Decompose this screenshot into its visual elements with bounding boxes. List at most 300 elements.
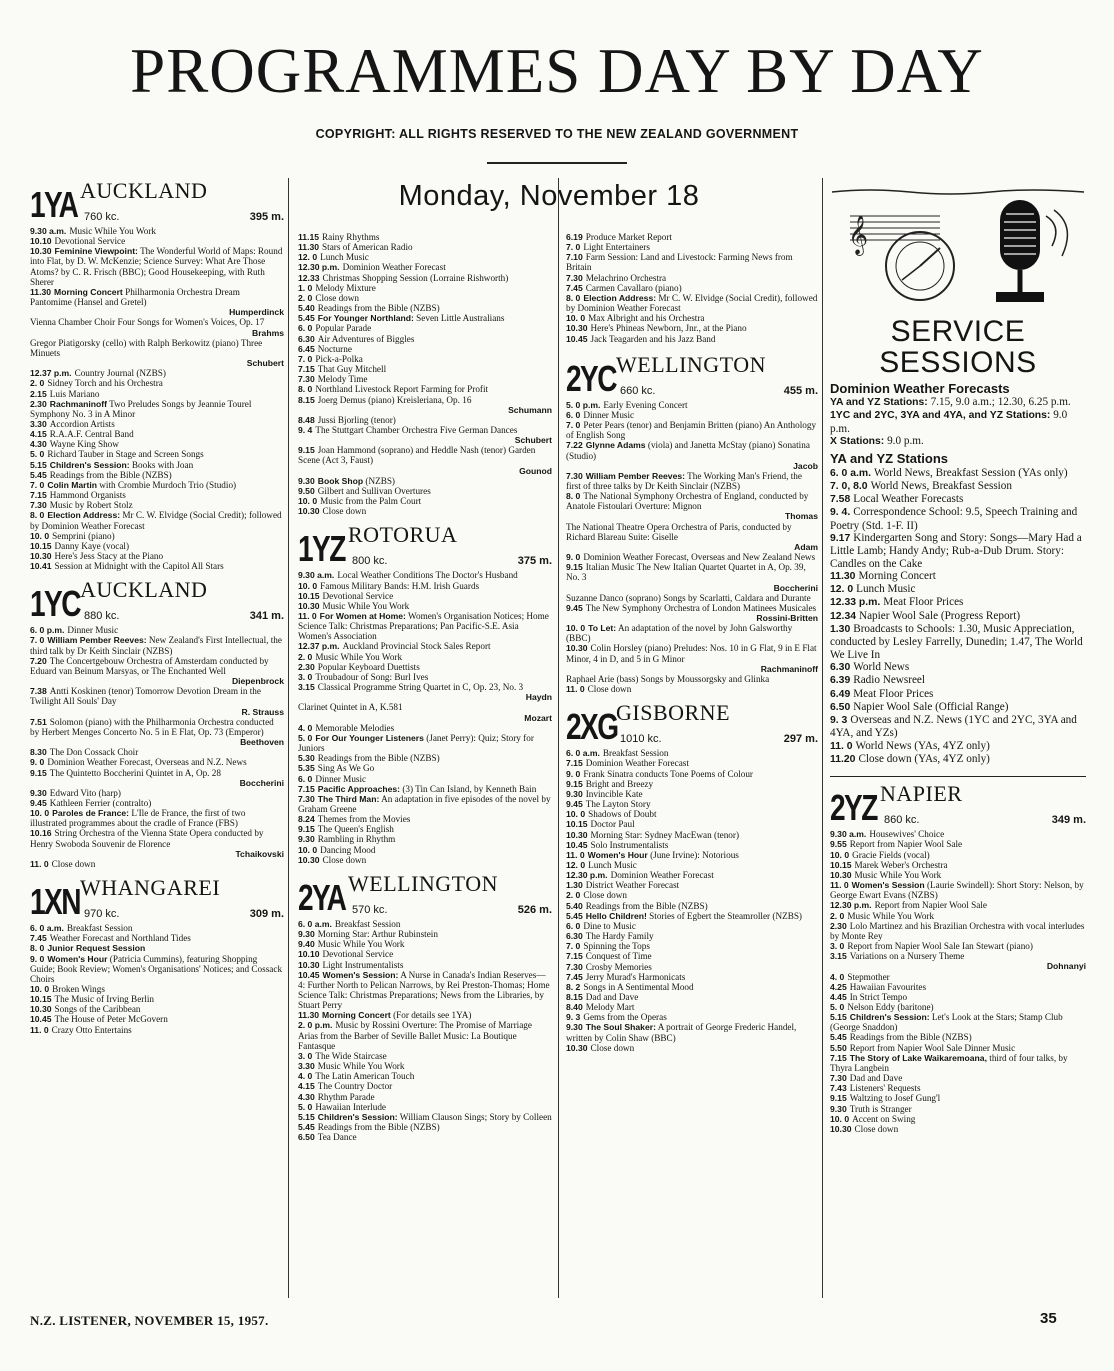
entry-time: 10.45 bbox=[566, 333, 588, 344]
entry-text: Report from Napier Wool Sale bbox=[874, 900, 987, 911]
entry-text: Local Weather Forecasts bbox=[853, 493, 964, 506]
entry-highlight: Children's Session: bbox=[49, 459, 130, 470]
programme-entry bbox=[830, 396, 1086, 409]
entry-text: Sing As We Go bbox=[317, 763, 375, 774]
programme-list-2ya-cont bbox=[566, 232, 818, 344]
programme-entry bbox=[566, 809, 818, 819]
programme-entry bbox=[566, 334, 818, 344]
entry-composer: Diepenbrock bbox=[231, 676, 284, 687]
entry-text: District Weather Forecast bbox=[585, 880, 680, 891]
entry-time: 10.30 bbox=[30, 1004, 52, 1015]
entry-text: The National Theatre Opera Orchestra of Paris, conducted by Richard Blareau Suite: Giselle bbox=[566, 521, 792, 542]
service-sessions-title-2: SESSIONS bbox=[879, 346, 1037, 379]
entry-time: 8. 0 bbox=[298, 384, 313, 395]
programme-entry bbox=[298, 845, 552, 855]
entry-text: Radio Newsreel bbox=[853, 674, 925, 687]
service-sessions-title-1: SERVICE bbox=[890, 315, 1026, 348]
entry-highlight: Morning Concert bbox=[322, 1010, 391, 1021]
programme-entry bbox=[830, 850, 1086, 860]
entry-time: 9.15 bbox=[298, 824, 315, 835]
column-rule bbox=[822, 178, 823, 1298]
entry-highlight: Pacific Approaches: bbox=[317, 783, 401, 794]
entry-text: Rhythm Parade bbox=[317, 1091, 375, 1102]
programme-entry bbox=[566, 562, 818, 582]
entry-text: Here's Phineas Newborn, Jnr., at the Piano bbox=[590, 323, 747, 334]
entry-highlight: Feminine Viewpoint: bbox=[54, 246, 138, 257]
entry-text: The Stuttgart Chamber Orchestra Five German Dances bbox=[315, 424, 518, 435]
entry-composer: Beethoven bbox=[240, 737, 284, 748]
entry-text: (June Irvine): Notorious bbox=[650, 849, 739, 860]
entry-time: 6.45 bbox=[298, 343, 315, 354]
entry-highlight: Book Shop bbox=[317, 475, 364, 486]
entry-time: 5.45 bbox=[30, 469, 47, 480]
programme-entry bbox=[30, 828, 284, 848]
programme-entry bbox=[566, 273, 818, 283]
programme-list-2yz bbox=[830, 829, 1086, 1134]
entry-text: Meat Floor Prices bbox=[853, 687, 934, 700]
entry-text: Jussi Bjorling (tenor) bbox=[317, 414, 396, 425]
programme-list-1ya bbox=[30, 226, 284, 571]
entry-text: Devotional Service bbox=[322, 949, 394, 960]
programme-entry bbox=[30, 287, 284, 307]
programme-entry bbox=[298, 395, 552, 405]
entry-text: Dinner Music bbox=[67, 625, 119, 636]
station-call: 1YZ bbox=[298, 528, 345, 570]
entry-time: 5.40 bbox=[298, 303, 315, 314]
entry-time: 7.30 bbox=[566, 272, 583, 283]
entry-text: Gems from the Operas bbox=[583, 1012, 667, 1023]
entry-time: 11.30 bbox=[298, 242, 320, 253]
entry-highlight: Women's Session: bbox=[322, 969, 399, 980]
station-header-2ya bbox=[298, 870, 552, 918]
programme-entry bbox=[566, 890, 818, 900]
entry-time: 12.30 p.m. bbox=[298, 262, 340, 273]
entry-time: 6.30 bbox=[830, 661, 851, 673]
entry-text: Readings from the Bible (NZBS) bbox=[317, 753, 440, 764]
programme-entry bbox=[830, 941, 1086, 951]
programme-entry bbox=[566, 911, 818, 921]
entry-composer: Rossini-Britten bbox=[756, 613, 818, 623]
station-kc: 880 kc. bbox=[84, 610, 120, 623]
entry-text: R.A.A.F. Central Band bbox=[49, 429, 134, 440]
entry-text: Auckland Provincial Stock Sales Report bbox=[342, 641, 491, 652]
programme-entry bbox=[30, 747, 284, 757]
programme-entry bbox=[566, 471, 818, 491]
station-metres: 349 m. bbox=[1051, 814, 1086, 827]
entry-time: 10.15 bbox=[30, 540, 52, 551]
programme-entry bbox=[298, 1122, 552, 1132]
entry-time: 12.33 p.m. bbox=[830, 597, 881, 609]
entry-time: 9.30 bbox=[298, 834, 315, 845]
entry-text: Variations on a Nursery Theme bbox=[849, 951, 965, 962]
entry-text: The Quintetto Boccherini Quintet in A, Op. 28 bbox=[49, 767, 221, 778]
entry-text: Vienna Chamber Choir Four Songs for Women's Voices, Op. 17 bbox=[30, 317, 265, 328]
programme-entry bbox=[298, 1092, 552, 1102]
entry-time: 2. 0 bbox=[298, 651, 313, 662]
programme-entry bbox=[830, 623, 1086, 661]
entry-text: Music by Robert Stolz bbox=[49, 500, 133, 511]
entry-time: 10.30 bbox=[298, 854, 320, 865]
entry-text: Music from the Palm Court bbox=[320, 496, 422, 507]
entry-time: 8. 0 bbox=[30, 510, 45, 521]
programme-entry bbox=[30, 480, 284, 490]
programme-entry bbox=[566, 1022, 818, 1042]
station-name: NAPIER bbox=[880, 781, 963, 807]
programme-entry bbox=[30, 943, 284, 953]
entry-text: Morning Star: Arthur Rubinstein bbox=[317, 929, 438, 940]
entry-text: The Hardy Family bbox=[585, 931, 654, 942]
entry-time: 9.15 bbox=[30, 767, 47, 778]
programme-entry bbox=[830, 880, 1086, 900]
entry-text: Readings from the Bible (NZBS) bbox=[585, 900, 708, 911]
entry-time: 9.45 bbox=[566, 799, 583, 810]
entry-time: 11.15 bbox=[298, 232, 320, 242]
entry-text: Close down bbox=[322, 506, 367, 517]
entry-time: 10.30 bbox=[566, 323, 588, 334]
entry-time: 11. 0 bbox=[30, 858, 49, 869]
programme-entry bbox=[298, 652, 552, 662]
entry-text: Readings from the Bible (NZBS) bbox=[49, 469, 172, 480]
entry-composer: Jacob bbox=[793, 460, 818, 471]
entry-text: Tea Dance bbox=[317, 1132, 357, 1143]
entry-text: Report from Napier Wool Sale Dinner Music bbox=[849, 1042, 1016, 1053]
weather-list bbox=[830, 396, 1086, 448]
programme-entry bbox=[566, 522, 818, 542]
entry-highlight: To Let: bbox=[588, 623, 617, 634]
entry-time: 7. 0 bbox=[566, 941, 581, 952]
entry-time: 4.25 bbox=[830, 981, 847, 992]
entry-text: Kindergarten Song and Story: Songs—Mary Had a Little Lamb; Handy Andy; Rub-a-Dub Drum. Story: Candles on the Cake bbox=[830, 531, 1082, 570]
programme-entry bbox=[566, 799, 818, 809]
entry-composer: Tchaikovski bbox=[235, 848, 284, 859]
entry-text: Napier Wool Sale (Official Range) bbox=[853, 700, 1009, 713]
entry-text: Light Instrumentalists bbox=[322, 959, 404, 970]
entry-time: 7.15 bbox=[830, 1052, 847, 1063]
entry-highlight: Rachmaninoff bbox=[49, 398, 108, 409]
programme-entry bbox=[298, 960, 552, 970]
entry-text: Music While You Work bbox=[315, 651, 403, 662]
entry-text: Carmen Cavallaro (piano) bbox=[585, 282, 682, 293]
entry-composer: Schubert bbox=[246, 358, 284, 369]
entry-time: 9.50 bbox=[298, 485, 315, 496]
programme-entry bbox=[566, 1043, 818, 1053]
entry-time: 5.15 bbox=[830, 1012, 847, 1023]
programme-entry bbox=[30, 531, 284, 541]
programme-entry bbox=[566, 921, 818, 931]
programme-entry bbox=[30, 429, 284, 439]
microphone-icon bbox=[830, 186, 1086, 316]
entry-text: Music While You Work bbox=[317, 939, 405, 950]
entry-time: 4.30 bbox=[298, 1091, 315, 1102]
entry-composer: Boccherini bbox=[239, 777, 284, 788]
entry-text: An adaptation in five episodes of the novel by Graham Greene bbox=[298, 793, 551, 814]
entry-time: 9.30 bbox=[298, 929, 315, 940]
radio-emblem-illustration bbox=[830, 186, 1086, 316]
entry-text: Dad and Dave bbox=[849, 1073, 903, 1084]
programme-entry bbox=[298, 794, 552, 814]
entry-time: 9.30 bbox=[566, 788, 583, 799]
entry-time: 9. 3 bbox=[566, 1012, 581, 1023]
programme-entry bbox=[298, 262, 552, 272]
entry-text: Housewives' Choice bbox=[869, 829, 945, 840]
programme-entry bbox=[830, 480, 1086, 493]
entry-time: 2.30 bbox=[830, 920, 847, 931]
programme-entry bbox=[566, 860, 818, 870]
programme-entry bbox=[298, 283, 552, 293]
programme-entry bbox=[566, 901, 818, 911]
entry-text: Edward Vito (harp) bbox=[49, 787, 121, 798]
programme-entry bbox=[298, 374, 552, 384]
entry-time: 7.10 bbox=[566, 252, 583, 263]
entry-time: 9. 0 bbox=[566, 552, 581, 563]
entry-text: Devotional Service bbox=[322, 590, 394, 601]
entry-time: 10.30 bbox=[830, 1123, 852, 1134]
entry-time: 2.30 bbox=[30, 398, 47, 409]
entry-text: Famous Military Bands: H.M. Irish Guards bbox=[320, 580, 480, 591]
entry-text: Troubadour of Song: Burl Ives bbox=[315, 671, 429, 682]
weather-heading: Dominion Weather Forecasts bbox=[830, 381, 1010, 396]
entry-highlight: Children's Session: bbox=[849, 1012, 930, 1023]
programme-entry bbox=[830, 1032, 1086, 1042]
programme-entry bbox=[566, 593, 818, 603]
entry-highlight: Paroles de France: bbox=[52, 808, 130, 819]
entry-time: 5.45 bbox=[566, 910, 583, 921]
entry-text: Themes from the Movies bbox=[317, 814, 411, 825]
entry-text: Close down bbox=[315, 292, 359, 303]
programme-entry bbox=[566, 982, 818, 992]
programme-entry bbox=[298, 601, 552, 611]
entry-time: 9.30 bbox=[298, 475, 315, 486]
entry-text: Close down bbox=[854, 1123, 899, 1134]
entry-time: 12. 0 bbox=[298, 252, 318, 263]
programme-entry bbox=[298, 415, 552, 425]
entry-time: 11.30 bbox=[830, 570, 856, 582]
programme-entry bbox=[30, 984, 284, 994]
entry-text: Melody Mart bbox=[585, 1002, 635, 1013]
entry-time: 6.30 bbox=[298, 333, 315, 344]
entry-text: The House of Peter McGovern bbox=[54, 1014, 168, 1025]
entry-time: 10.30 bbox=[298, 959, 320, 970]
entry-time: 8. 0 bbox=[30, 943, 45, 954]
column-rule bbox=[288, 178, 289, 1298]
entry-time: 9. 0 bbox=[30, 953, 45, 964]
entry-time: 7.58 bbox=[830, 494, 851, 506]
entry-text: (Patricia Cummins), featuring Shopping Guide; Book Review; Women's Organisations' Notices; and Cossack Choirs bbox=[30, 953, 283, 984]
entry-text: with Crombie Murdoch Trio (Studio) bbox=[99, 479, 237, 490]
entry-time: 8. 0 bbox=[566, 491, 581, 502]
station-kc: 970 kc. bbox=[84, 908, 120, 921]
entry-time: 7.43 bbox=[830, 1083, 847, 1094]
programme-entry bbox=[30, 541, 284, 551]
programme-entry bbox=[566, 623, 818, 643]
programme-entry bbox=[298, 672, 552, 682]
programme-entry bbox=[298, 1061, 552, 1071]
station-call: 1XN bbox=[30, 881, 80, 923]
entry-time: 4. 0 bbox=[298, 722, 313, 733]
entry-time: 7.30 bbox=[566, 961, 583, 972]
column-3 bbox=[566, 232, 818, 1302]
station-name: ROTORUA bbox=[348, 522, 458, 548]
programme-entry bbox=[298, 1010, 552, 1020]
programme-entry bbox=[830, 753, 1086, 766]
entry-time: 6.30 bbox=[566, 931, 583, 942]
entry-text: Semprini (piano) bbox=[52, 530, 115, 541]
entry-text: Dancing Mood bbox=[320, 844, 376, 855]
programme-entry bbox=[830, 900, 1086, 910]
entry-time: 10.30 bbox=[566, 1042, 588, 1053]
programme-entry bbox=[298, 1081, 552, 1091]
programme-entry bbox=[298, 834, 552, 844]
entry-text: Peter Pears (tenor) and Benjamin Britten (piano) An Anthology of English Song bbox=[566, 420, 817, 441]
entry-text: Close down (YAs, 4YZ only) bbox=[858, 753, 990, 766]
station-metres: 309 m. bbox=[249, 908, 284, 921]
entry-time: 4.15 bbox=[298, 1081, 315, 1092]
programme-entry bbox=[298, 1102, 552, 1112]
station-metres: 297 m. bbox=[783, 733, 818, 746]
entry-composer: Schumann bbox=[508, 404, 552, 415]
station-call: 1YA bbox=[30, 184, 78, 225]
entry-text: Popular Parade bbox=[315, 323, 372, 334]
entry-text: Dinner Music bbox=[315, 773, 367, 784]
entry-text: Morning Concert bbox=[858, 569, 936, 582]
programme-list-2ya bbox=[298, 919, 552, 1142]
entry-time: 11. 0 bbox=[830, 880, 849, 891]
programme-entry bbox=[298, 323, 552, 333]
programme-entry bbox=[830, 740, 1086, 753]
entry-time: 2. 0 bbox=[830, 910, 845, 921]
entry-time: 2. 0 bbox=[30, 378, 45, 389]
copyright-notice: COPYRIGHT: ALL RIGHTS RESERVED TO THE NEW ZEALAND GOVERNMENT bbox=[315, 127, 799, 141]
entry-text: Rambling in Rhythm bbox=[317, 834, 396, 845]
station-name: GISBORNE bbox=[616, 700, 731, 726]
programme-entry bbox=[30, 933, 284, 943]
entry-time: 5.45 bbox=[298, 1122, 315, 1133]
entry-text: Readings from the Bible (NZBS) bbox=[317, 1122, 440, 1133]
programme-entry bbox=[30, 561, 284, 571]
programme-entry bbox=[830, 467, 1086, 480]
entry-time: 6. 0 p.m. bbox=[30, 625, 65, 636]
entry-text: Devotional Service bbox=[54, 236, 126, 247]
programme-entry bbox=[566, 880, 818, 890]
entry-text: Clarinet Quintet in A, K.581 bbox=[298, 702, 403, 713]
entry-text: Stepmother bbox=[847, 971, 890, 982]
entry-highlight: YA and YZ Stations: bbox=[830, 397, 928, 409]
entry-time: 9.30 bbox=[566, 1022, 583, 1033]
programme-entry bbox=[830, 972, 1086, 982]
entry-time: 7.15 bbox=[298, 783, 315, 794]
entry-time: 9.30 a.m. bbox=[298, 570, 335, 581]
entry-time: 1. 0 bbox=[298, 282, 313, 293]
entry-text: Jack Teagarden and his Jazz Band bbox=[590, 333, 716, 344]
programme-entry bbox=[30, 1004, 284, 1014]
station-name: WELLINGTON bbox=[616, 351, 766, 377]
entry-text: Music by Rossini Overture: The Promise of Marriage Arias from the Barber of Seville Ballet Music: La Boutique Fantasque bbox=[298, 1020, 532, 1051]
entry-highlight: The Soul Shaker: bbox=[585, 1022, 656, 1033]
entry-text: The New Symphony Orchestra of London Matinees Musicales bbox=[585, 602, 817, 613]
entry-text: L'Ile de France, the first of two illustrated programmes about the cradle of France (FBS) bbox=[30, 808, 246, 829]
station-header-1yz bbox=[298, 522, 552, 570]
entry-text: Stories of Egbert the Steamroller (NZBS) bbox=[649, 910, 802, 921]
programme-entry bbox=[566, 941, 818, 951]
programme-entry bbox=[298, 1112, 552, 1122]
entry-time: 12.37 p.m. bbox=[298, 641, 340, 652]
entry-text: Songs in A Sentimental Mood bbox=[583, 981, 694, 992]
programme-entry bbox=[298, 496, 552, 506]
programme-entry bbox=[298, 506, 552, 516]
entry-time: 6.49 bbox=[830, 688, 851, 700]
programme-entry bbox=[298, 611, 552, 641]
programme-entry bbox=[298, 814, 552, 824]
programme-entry bbox=[298, 476, 552, 486]
programme-entry bbox=[298, 970, 552, 1011]
entry-time: 6. 0 bbox=[566, 920, 581, 931]
entry-time: 9.17 bbox=[830, 532, 851, 544]
programme-entry bbox=[566, 684, 818, 694]
programme-entry bbox=[298, 570, 552, 580]
programme-entry bbox=[298, 702, 552, 712]
entry-text: 9.0 p.m. bbox=[887, 435, 924, 448]
programme-entry bbox=[566, 1012, 818, 1022]
programme-entry bbox=[830, 674, 1086, 687]
entry-time: 8. 2 bbox=[566, 981, 581, 992]
entry-time: 4. 0 bbox=[830, 971, 845, 982]
entry-text: Listeners' Requests bbox=[849, 1083, 921, 1094]
station-header-2yz bbox=[830, 781, 1086, 829]
yayz-heading: YA and YZ Stations bbox=[830, 451, 948, 467]
entry-time: 7. 0 bbox=[566, 242, 581, 253]
column-2 bbox=[298, 232, 552, 1302]
entry-highlight: The Third Man: bbox=[317, 793, 380, 804]
entry-text: The Music of Irving Berlin bbox=[54, 994, 155, 1005]
station-name: AUCKLAND bbox=[80, 178, 208, 203]
entry-time: 7.20 bbox=[30, 655, 47, 666]
programme-entry bbox=[830, 1012, 1086, 1032]
entry-time: 8.15 bbox=[298, 394, 315, 405]
column-4 bbox=[830, 186, 1086, 1302]
programme-entry bbox=[566, 293, 818, 313]
programme-entry bbox=[30, 439, 284, 449]
programme-entry bbox=[830, 992, 1086, 1002]
entry-text: Music While You Work bbox=[847, 910, 935, 921]
entry-time: 5. 0 bbox=[298, 732, 313, 743]
entry-text: Overseas and N.Z. News (1YC and 2YC, 3YA and 4YA, and YZs) bbox=[830, 714, 1077, 740]
entry-text: World News, Breakfast Session (YAs only) bbox=[874, 466, 1068, 479]
programme-entry bbox=[566, 313, 818, 323]
entry-time: 10.45 bbox=[566, 839, 588, 850]
entry-text: Christmas Shopping Session (Lorraine Rishworth) bbox=[322, 272, 509, 283]
entry-composer: Dohnanyi bbox=[1046, 961, 1086, 972]
station-name: WHANGAREI bbox=[80, 875, 221, 901]
programme-entry bbox=[298, 1051, 552, 1061]
programme-entry bbox=[566, 779, 818, 789]
programme-entry bbox=[830, 860, 1086, 870]
entry-text: Breakfast Session bbox=[334, 918, 401, 929]
entry-time: 10. 0 bbox=[298, 844, 318, 855]
entry-time: 11. 0 bbox=[30, 1024, 49, 1035]
programme-entry bbox=[830, 1073, 1086, 1083]
entry-composer: Adam bbox=[794, 541, 818, 552]
station-call: 2YA bbox=[298, 876, 346, 918]
entry-time: 7. 0 bbox=[30, 479, 45, 490]
entry-text: Dinner Music bbox=[583, 409, 635, 420]
entry-text: Max Albright and his Orchestra bbox=[588, 313, 705, 324]
entry-time: 11.20 bbox=[830, 754, 856, 766]
entry-text: Books with Joan bbox=[131, 459, 194, 470]
programme-entry bbox=[566, 283, 818, 293]
programme-entry bbox=[298, 354, 552, 364]
entry-time: 10. 0 bbox=[30, 984, 50, 994]
programme-entry bbox=[30, 686, 284, 706]
